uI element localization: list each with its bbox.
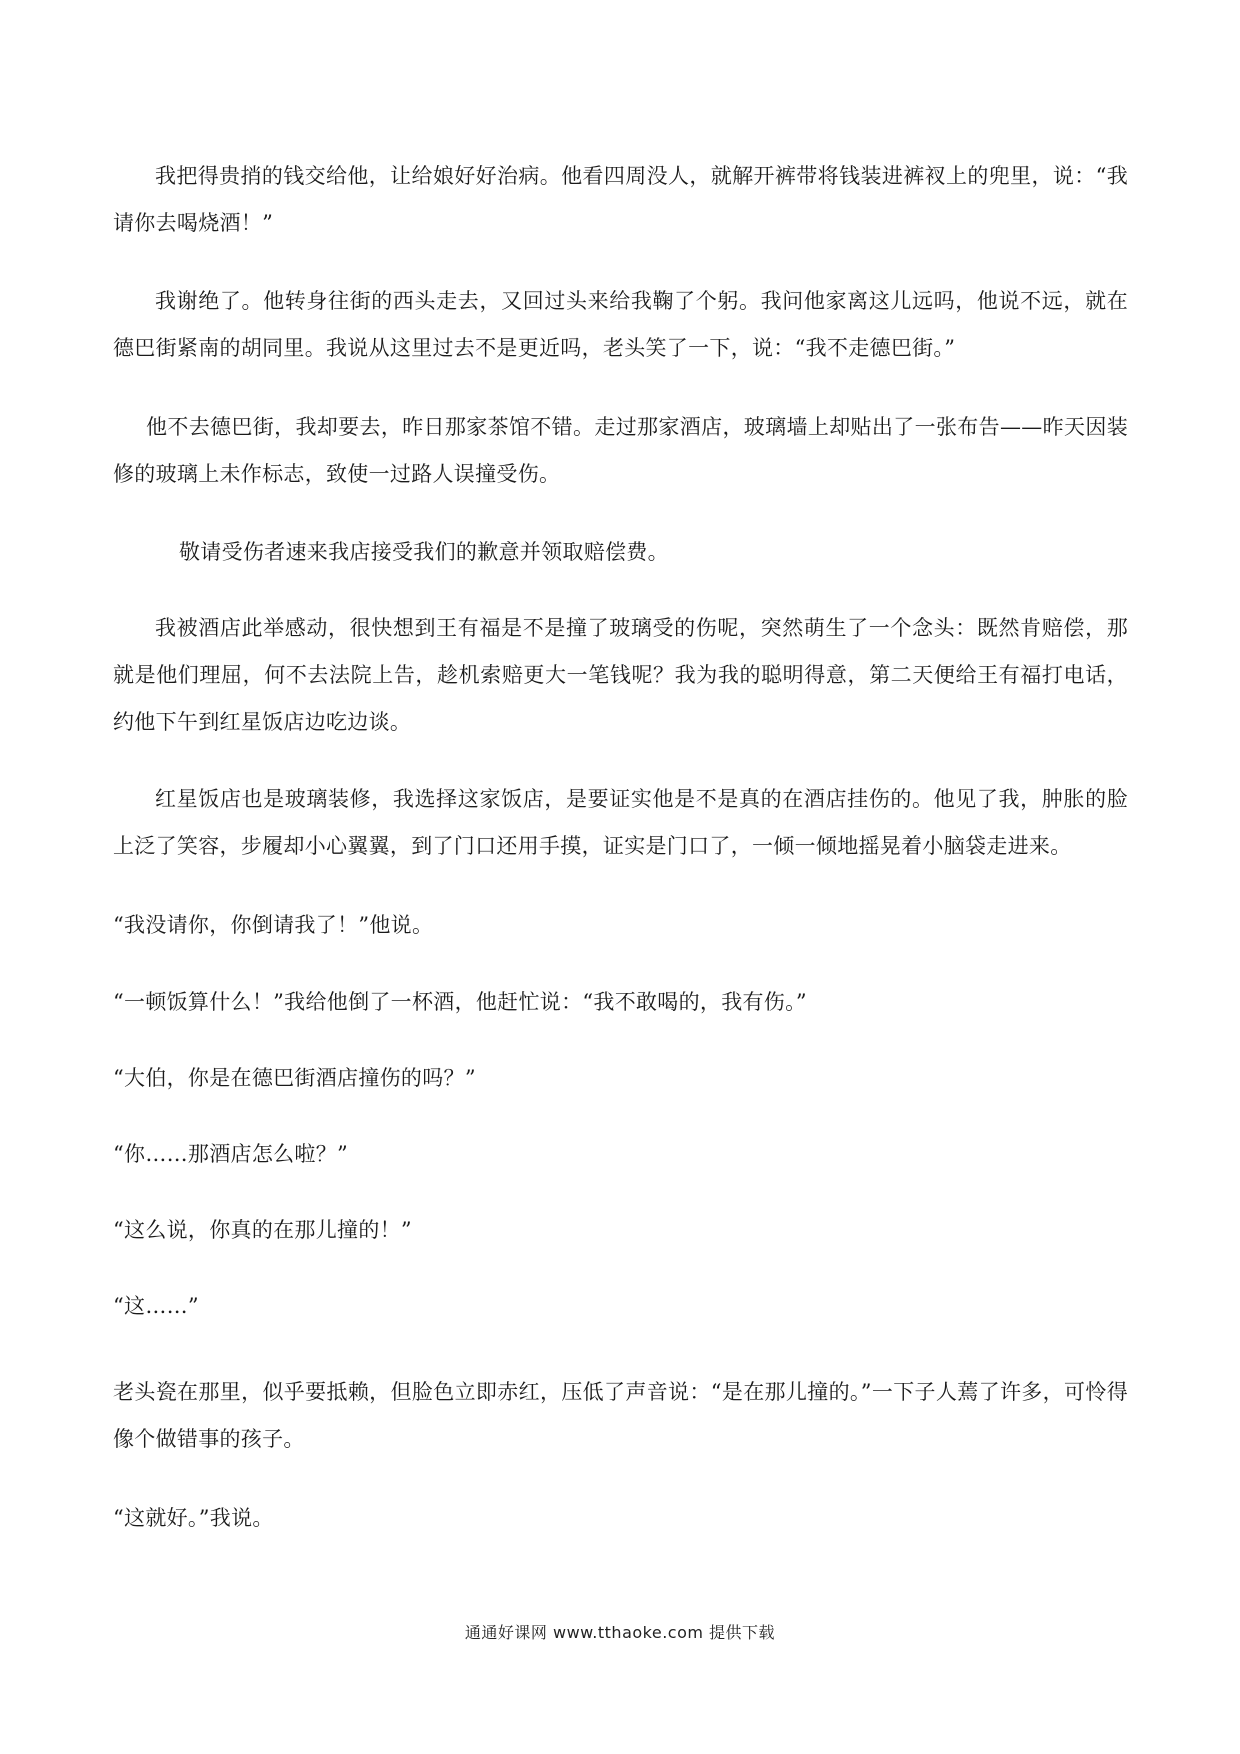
notice-text: 敬请受伤者速来我店接受我们的歉意并领取赔偿费。: [179, 540, 669, 564]
page-footer: 通通好课网 www.tthaoke.com 提供下载: [464, 1623, 776, 1642]
dialogue-line: “大伯，你是在德巴街酒店撞伤的吗？”: [113, 1066, 476, 1090]
dialogue-line: “这么说，你真的在那儿撞的！”: [113, 1218, 412, 1242]
dialogue-line: “这就好。”我说。: [113, 1506, 274, 1530]
paragraph: 我被酒店此举感动，很快想到王有福是不是撞了玻璃受的伤呢，突然萌生了一个念头：既然肯赔偿，那就是他们理屈，何不去法院上告，趁机索赔更大一笔钱呢？我为我的聪明得意，第二天便给王有福打电话，约他下午到红星饭店边吃边谈。: [113, 616, 1128, 734]
paragraph: 我谢绝了。他转身往街的西头走去，又回过头来给我鞠了个躬。我问他家离这儿远吗，他说不远，就在德巴街紧南的胡同里。我说从这里过去不是更近吗，老头笑了一下，说：“我不走德巴街。”: [113, 289, 1128, 360]
dialogue-line: “一顿饭算什么！”我给他倒了一杯酒，他赶忙说：“我不敢喝的，我有伤。”: [113, 990, 807, 1014]
dialogue-line: “我没请你，你倒请我了！”他说。: [113, 913, 434, 937]
dialogue-line: “这……”: [113, 1294, 199, 1318]
paragraph: 我把得贵捎的钱交给他，让给娘好好治病。他看四周没人，就解开裤带将钱装进裤衩上的兜里，说：“我请你去喝烧酒！”: [113, 164, 1128, 235]
dialogue-line: “你……那酒店怎么啦？”: [113, 1142, 349, 1166]
paragraph: 他不去德巴街，我却要去，昨日那家茶馆不错。走过那家酒店，玻璃墙上却贴出了一张布告——昨天因装修的玻璃上未作标志，致使一过路人误撞受伤。: [113, 415, 1128, 486]
paragraph: 红星饭店也是玻璃装修，我选择这家饭店，是要证实他是不是真的在酒店挂伤的。他见了我，肿胀的脸上泛了笑容，步履却小心翼翼，到了门口还用手摸，证实是门口了，一倾一倾地摇晃着小脑袋走进来。: [113, 787, 1128, 858]
paragraph: 老头瓷在那里，似乎要抵赖，但脸色立即赤红，压低了声音说：“是在那儿撞的。”一下子人蔫了许多，可怜得像个做错事的孩子。: [113, 1380, 1128, 1451]
